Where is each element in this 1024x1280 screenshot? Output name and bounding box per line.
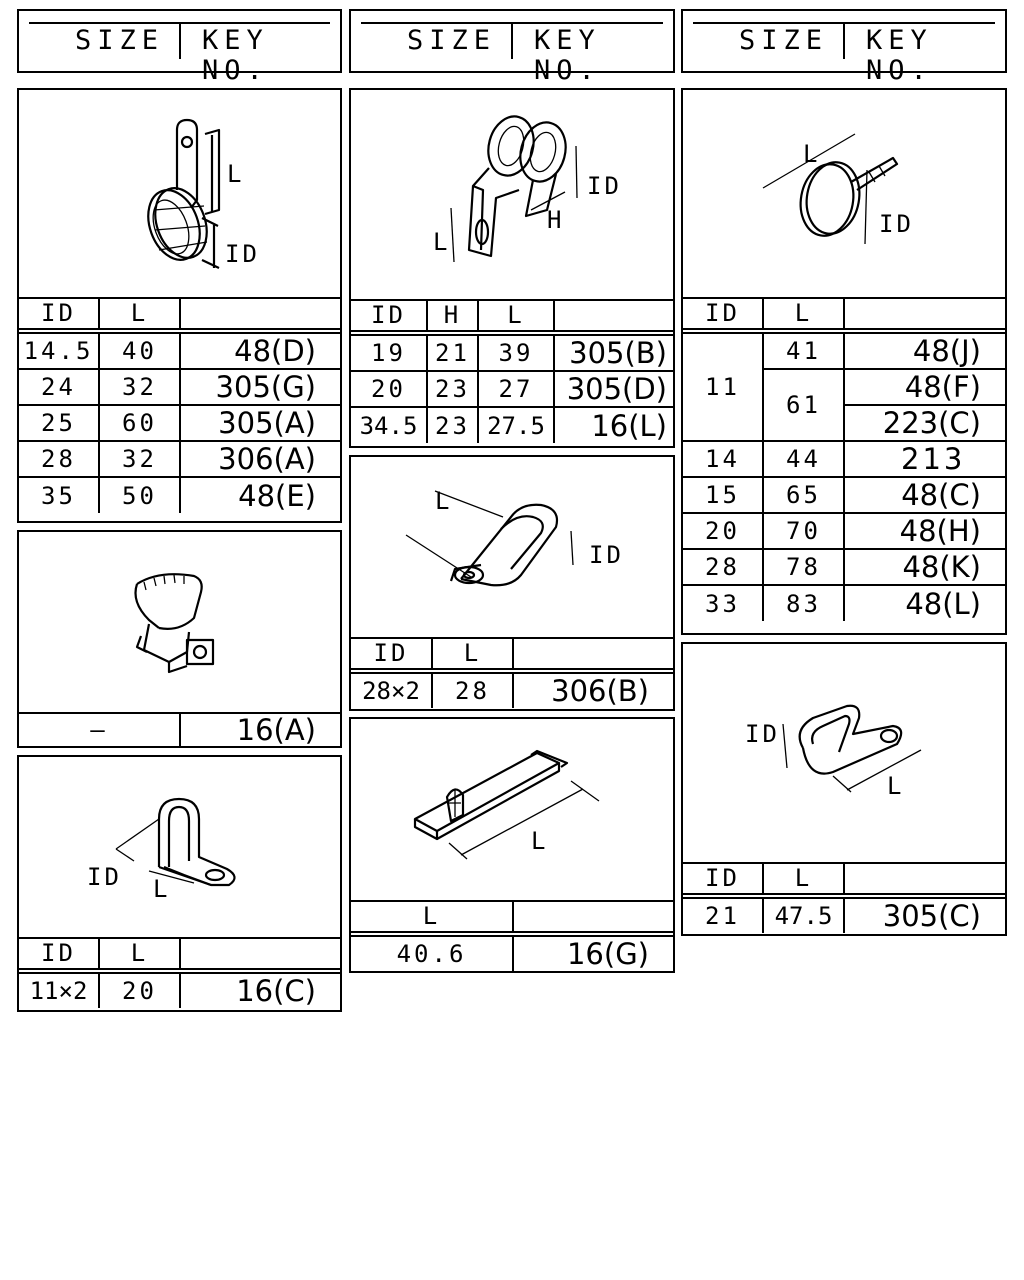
spec-table: [351, 900, 673, 971]
header-col1: [17, 9, 342, 86]
col-header-key: [554, 299, 673, 333]
dim-label-id: ID: [589, 541, 624, 569]
cell-l: 32: [99, 441, 180, 477]
cell-id: 19: [351, 333, 427, 371]
spec-table: [19, 297, 340, 513]
cell-id: 28×2: [351, 671, 432, 708]
panel-double-loop-clamp: [349, 455, 675, 711]
twin-loop-figure: [19, 757, 340, 939]
table-row: [683, 585, 1005, 621]
cell-key: 48(F): [844, 369, 1005, 405]
cell-h: 23: [427, 371, 478, 407]
cell-id: 28: [683, 549, 763, 585]
cell-l: 50: [99, 477, 180, 513]
cell-l: 61: [763, 369, 844, 441]
cell-key: 305(D): [554, 371, 673, 407]
table-row: [351, 934, 673, 971]
dim-label-l: L: [153, 875, 171, 903]
col-header-l: L: [351, 900, 513, 934]
cell-id: 15: [683, 477, 763, 513]
cell-id: 28: [19, 441, 99, 477]
cell-key: 48(K): [844, 549, 1005, 585]
double-loop-drawing: [406, 491, 573, 585]
col-header-key: [180, 297, 340, 331]
col-header-l: L: [99, 297, 180, 331]
cell-l: 44: [763, 441, 844, 477]
panel-snap-clip: [17, 530, 342, 748]
col-header-id: ID: [351, 637, 432, 671]
cell-l: 28: [432, 671, 513, 708]
table-row: [683, 441, 1005, 477]
table-row: [19, 712, 340, 748]
panel-twin-loop-clamp: [17, 755, 342, 1012]
cell-key: 16(C): [180, 971, 340, 1008]
cell-l: 47.5: [763, 896, 844, 933]
cell-key: 305(A): [180, 405, 340, 441]
cell-id: 14.5: [19, 331, 99, 369]
col-header-l: L: [99, 937, 180, 971]
table-row: [683, 549, 1005, 585]
cell-id: 14: [683, 441, 763, 477]
col-header-l: L: [763, 297, 844, 331]
col-header-key: [844, 862, 1005, 896]
table-row: [351, 371, 673, 407]
clamp-figure: [19, 90, 340, 299]
cell-key: 223(C): [844, 405, 1005, 441]
table-row: [19, 971, 340, 1008]
size-header: SIZE: [739, 25, 829, 56]
col-header-key: [844, 297, 1005, 331]
table-row: [19, 405, 340, 441]
cell-l: 27.5: [478, 407, 554, 443]
spec-table: [19, 937, 340, 1008]
cell-h: 23: [427, 407, 478, 443]
ring-clamp-drawing: [763, 134, 897, 244]
table-row: [19, 477, 340, 513]
key-no-header: KEY NO.: [866, 25, 933, 86]
spec-table: [351, 299, 673, 443]
panel-ring-clamp: [681, 88, 1007, 635]
dim-label-l: L: [435, 487, 453, 515]
cell-key: 213: [844, 441, 1005, 477]
panel-clamp-loop-tab: [17, 88, 342, 523]
cell-key: 16(L): [554, 407, 673, 443]
spec-table: [683, 297, 1005, 621]
cell-key: 306(B): [513, 671, 673, 708]
col-header-id: ID: [683, 297, 763, 331]
key-no-header: KEY NO.: [534, 25, 601, 86]
clip-figure: [19, 532, 340, 714]
cell-key: 48(L): [844, 585, 1005, 621]
dim-label-l: L: [887, 772, 905, 800]
panel-cable-tie: [349, 717, 675, 973]
cable-tie-drawing: [415, 751, 599, 859]
cell-key: 16(G): [513, 934, 673, 971]
flat-loop-figure: [683, 644, 1005, 864]
cell-id: 21: [683, 896, 763, 933]
table-row: [683, 896, 1005, 933]
key-no-header: KEY NO.: [202, 25, 269, 86]
col-header-key: [180, 937, 340, 971]
size-header: SIZE: [75, 25, 165, 56]
table-row: [683, 477, 1005, 513]
dim-label-id: ID: [745, 720, 780, 748]
cell-id: 34.5: [351, 407, 427, 443]
table-row: [683, 513, 1005, 549]
dim-label-l: L: [531, 827, 549, 855]
cell-l: 83: [763, 585, 844, 621]
cell-h: 21: [427, 333, 478, 371]
cell-key: 306(A): [180, 441, 340, 477]
cell-key: 48(J): [844, 331, 1005, 369]
table-row: [19, 369, 340, 405]
cell-l: 70: [763, 513, 844, 549]
table-row: [351, 407, 673, 443]
dim-label-id: ID: [225, 240, 260, 268]
table-row: [351, 333, 673, 371]
col-header-id: ID: [683, 862, 763, 896]
cell-key: 16(A): [180, 712, 340, 748]
spec-table: [351, 637, 673, 708]
cell-key: 48(D): [180, 331, 340, 369]
offset-clamp-drawing: [451, 111, 577, 262]
snap-clip-drawing: [136, 574, 214, 672]
header-col3: [681, 9, 1007, 86]
double-loop-figure: [351, 457, 673, 639]
cell-id: 11×2: [19, 971, 99, 1008]
cell-l: 78: [763, 549, 844, 585]
cell-id: 24: [19, 369, 99, 405]
panel-offset-clamp: [349, 88, 675, 448]
cell-l: 40: [99, 331, 180, 369]
dim-label-l: L: [803, 140, 821, 168]
loop-clamp-drawing: [139, 120, 219, 268]
cell-key: 48(H): [844, 513, 1005, 549]
cell-id: 35: [19, 477, 99, 513]
col-header-key: [513, 900, 673, 934]
cell-key: 48(E): [180, 477, 340, 513]
size-header: SIZE: [407, 25, 497, 56]
dim-label-id: ID: [87, 863, 122, 891]
cell-key: 305(B): [554, 333, 673, 371]
twin-loop-drawing: [116, 799, 235, 885]
cell-l: 41: [763, 331, 844, 369]
cell-l: 27: [478, 371, 554, 407]
offset-clamp-figure: [351, 90, 673, 301]
spec-table: [683, 862, 1005, 933]
col-header-id: ID: [351, 299, 427, 333]
dim-label-id: ID: [879, 210, 914, 238]
col-header-id: ID: [19, 937, 99, 971]
col-header-l: L: [478, 299, 554, 333]
cell-l: 40.6: [351, 934, 513, 971]
cable-tie-figure: [351, 719, 673, 902]
col-header-id: ID: [19, 297, 99, 331]
dim-label-l: L: [433, 228, 451, 256]
dim-label-id: ID: [587, 172, 622, 200]
ring-clamp-figure: [683, 90, 1005, 299]
table-row: [19, 331, 340, 369]
cell-id: 25: [19, 405, 99, 441]
spec-table: [19, 712, 340, 748]
cell-l: 39: [478, 333, 554, 371]
cell-l: 20: [99, 971, 180, 1008]
cell-id: 20: [351, 371, 427, 407]
cell-key: 305(C): [844, 896, 1005, 933]
table-row: [19, 441, 340, 477]
dim-label-h: H: [547, 206, 565, 234]
cell-id: 33: [683, 585, 763, 621]
cell-l: 60: [99, 405, 180, 441]
table-row: [683, 331, 1005, 369]
table-row: [351, 671, 673, 708]
header-col2: [349, 9, 675, 86]
cell-id: 11: [683, 331, 763, 441]
cell-key: 305(G): [180, 369, 340, 405]
col-header-l: L: [432, 637, 513, 671]
col-header-l: L: [763, 862, 844, 896]
cell-size: —: [19, 712, 180, 748]
cell-l: 65: [763, 477, 844, 513]
cell-key: 48(C): [844, 477, 1005, 513]
dim-label-l: L: [227, 160, 245, 188]
col-header-h: H: [427, 299, 478, 333]
cell-l: 32: [99, 369, 180, 405]
col-header-key: [513, 637, 673, 671]
panel-flat-loop-clamp: [681, 642, 1007, 936]
cell-id: 20: [683, 513, 763, 549]
